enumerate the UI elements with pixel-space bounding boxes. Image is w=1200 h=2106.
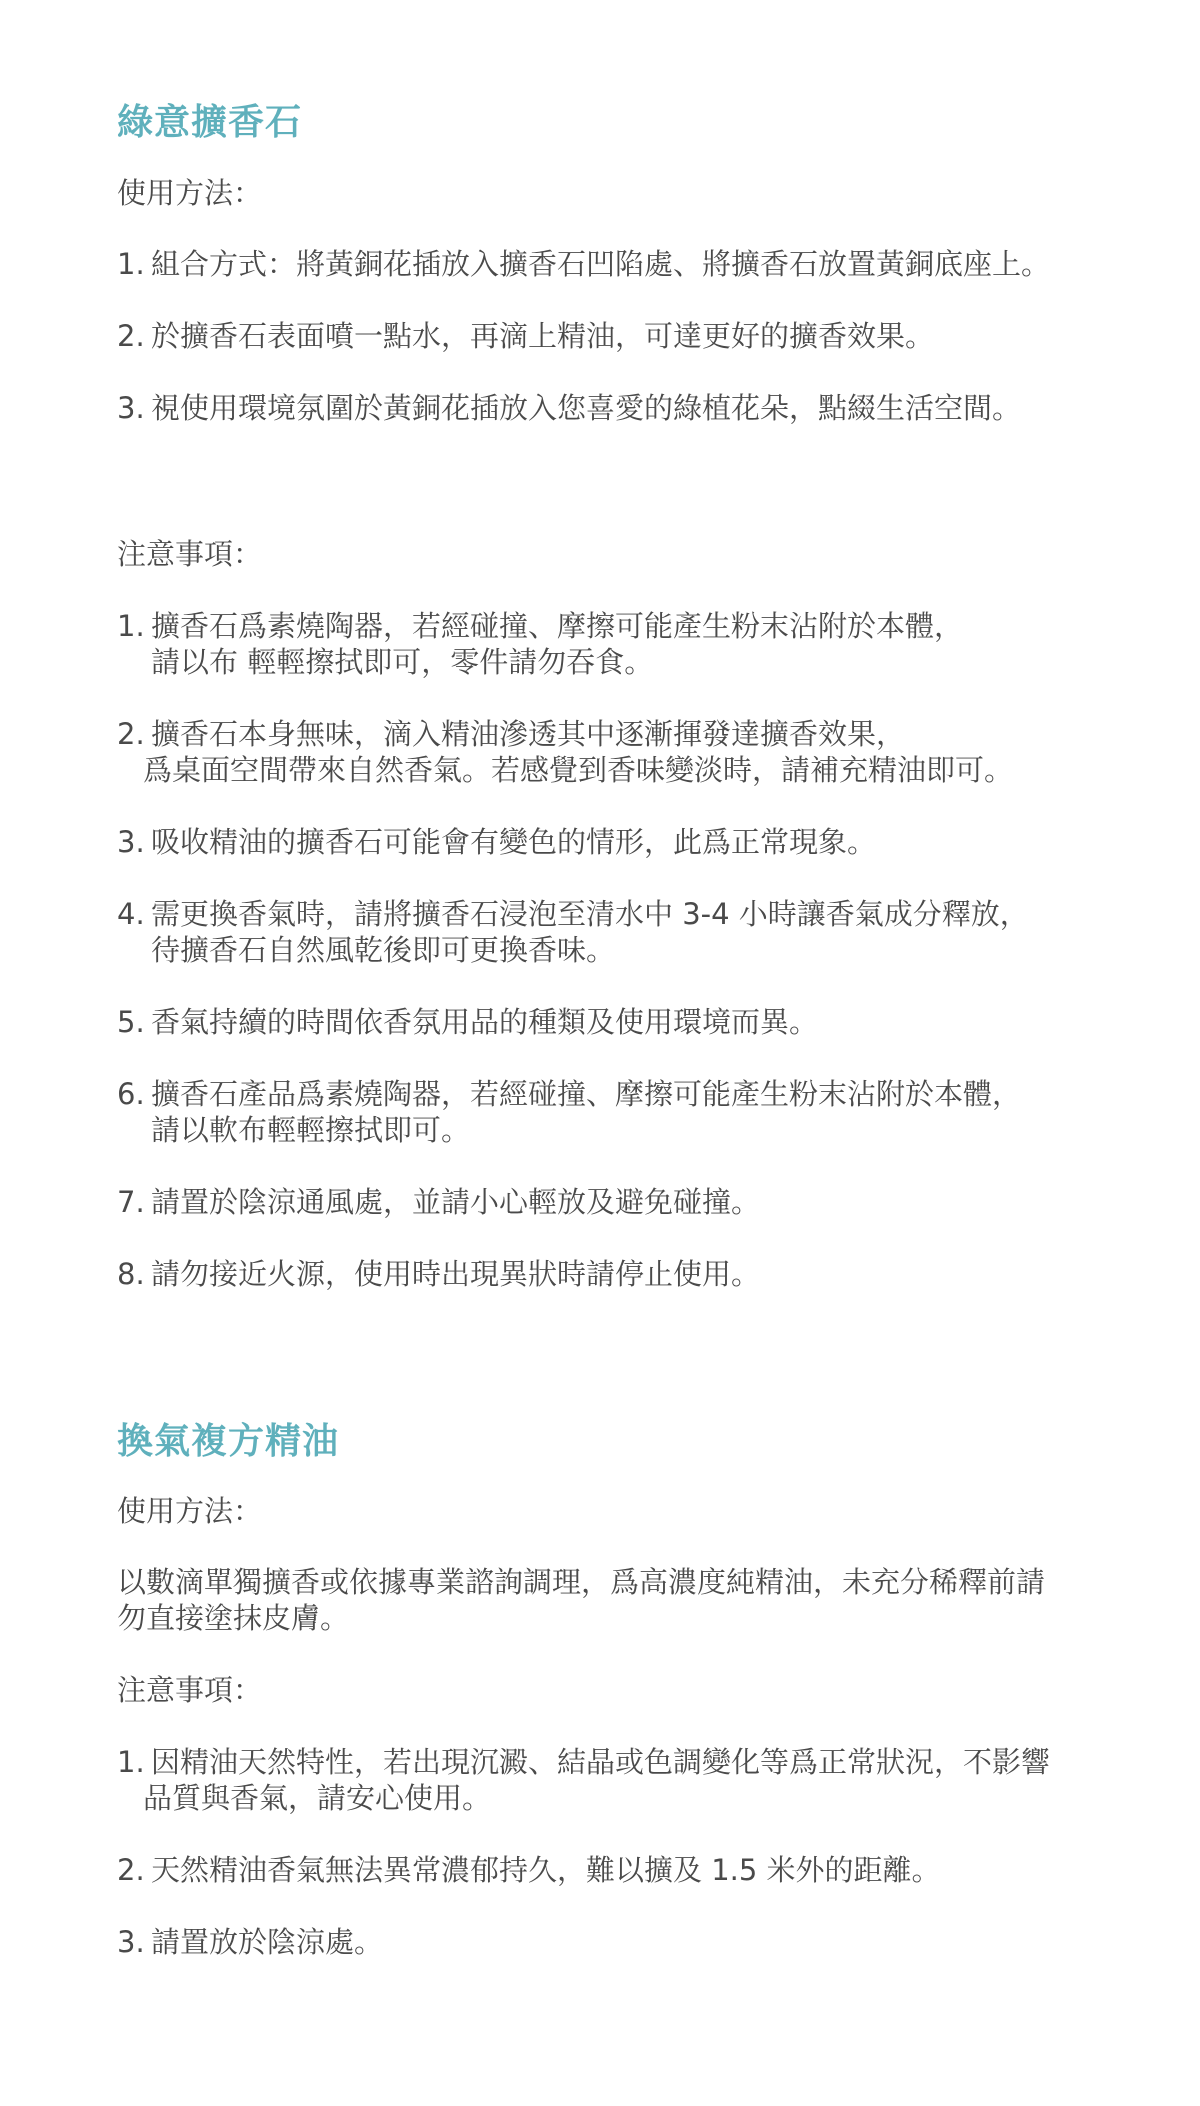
notes-label: 注意事項： [117,1673,263,1707]
list-item: 2. 於擴香石表面噴一點水，再滴上精油，可達更好的擴香效果。 [117,319,935,353]
usage-label: 使用方法： [117,1494,263,1528]
list-item: 1. 擴香石爲素燒陶器，若經碰撞、摩擦可能產生粉末沾附於本體， 請以布 輕輕擦拭即可，零件請勿吞食。 [117,609,964,679]
list-item: 1. 組合方式：將黃銅花插放入擴香石凹陷處、將擴香石放置黃銅底座上。 [117,247,1051,281]
notes-label: 注意事項： [117,537,263,571]
usage-label: 使用方法： [117,176,263,210]
usage-paragraph: 以數滴單獨擴香或依據專業諮詢調理，爲高濃度純精油，未充分稀釋前請 勿直接塗抹皮膚。 [117,1565,1046,1635]
list-item: 3. 視使用環境氛圍於黃銅花插放入您喜愛的綠植花朵，點綴生活空間。 [117,391,1022,425]
list-item: 5. 香氣持續的時間依香氛用品的種類及使用環境而異。 [117,1005,819,1039]
list-item: 2. 擴香石本身無味，滴入精油滲透其中逐漸揮發達擴香效果， 爲桌面空間帶來自然香氣。若感覺到香味變淡時，請補充精油即可。 [117,717,1014,787]
list-item: 6. 擴香石產品爲素燒陶器，若經碰撞、摩擦可能產生粉末沾附於本體， 請以軟布輕輕擦拭即可。 [117,1077,1022,1147]
list-item: 3. 吸收精油的擴香石可能會有變色的情形，此爲正常現象。 [117,825,877,859]
section-title: 綠意擴香石 [117,102,303,143]
section-title: 換氣複方精油 [117,1421,340,1462]
list-item: 8. 請勿接近火源，使用時出現異狀時請停止使用。 [117,1257,761,1291]
list-item: 1. 因精油天然特性，若出現沉澱、結晶或色調變化等爲正常狀況，不影響 品質與香氣，請安心使用。 [117,1745,1051,1815]
list-item: 7. 請置於陰涼通風處，並請小心輕放及避免碰撞。 [117,1185,761,1219]
list-item: 3. 請置放於陰涼處。 [117,1925,384,1959]
list-item: 4. 需更換香氣時，請將擴香石浸泡至清水中 3-4 小時讓香氣成分釋放， 待擴香石自然風乾後即可更換香味。 [117,897,1029,967]
list-item: 2. 天然精油香氣無法異常濃郁持久，難以擴及 1.5 米外的距離。 [117,1853,941,1887]
